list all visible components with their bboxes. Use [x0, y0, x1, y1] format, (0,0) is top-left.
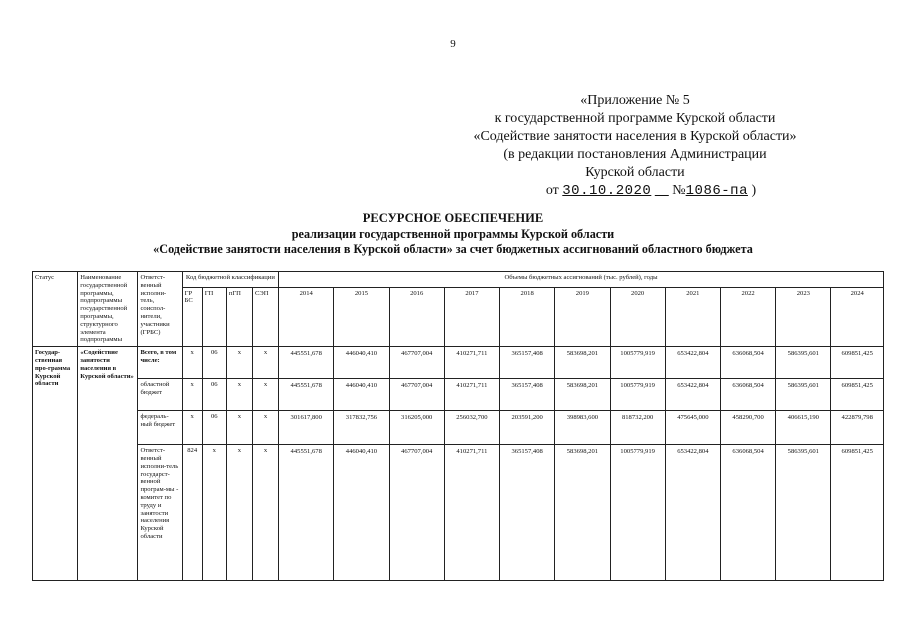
value-cell: 406615,190	[776, 411, 831, 445]
header-classification: Код бюджетной классификации	[182, 272, 278, 288]
pgp-cell: х	[226, 445, 252, 581]
value-cell: 583698,201	[555, 347, 610, 379]
header-status: Статус	[33, 272, 78, 347]
value-cell: 467707,004	[389, 445, 444, 581]
pgp-cell: х	[226, 379, 252, 411]
gp-cell: 06	[202, 411, 226, 445]
value-cell: 445551,678	[279, 347, 334, 379]
grbs-cell: х	[182, 347, 202, 379]
value-cell: 365157,408	[500, 347, 555, 379]
value-cell: 636068,504	[720, 379, 775, 411]
document-title	[80, 211, 826, 258]
resolution-number: 1086-па	[685, 183, 748, 199]
value-cell: 583698,201	[555, 445, 610, 581]
header-year: 2015	[334, 287, 389, 347]
header-year: 2022	[720, 287, 775, 347]
value-cell: 458290,700	[720, 411, 775, 445]
value-cell: 583698,201	[555, 379, 610, 411]
grbs-cell: 824	[182, 445, 202, 581]
grbs-cell: х	[182, 411, 202, 445]
sep-cell: х	[252, 411, 278, 445]
value-cell: 609851,425	[831, 379, 884, 411]
value-cell: 475645,000	[665, 411, 720, 445]
appendix-header	[420, 92, 850, 200]
header-year: 2018	[500, 287, 555, 347]
header-executor: Ответст-венный исполни-тель, соиспол-нители, участники (ГРБС)	[138, 272, 182, 347]
executor-cell: федераль-ный бюджет	[138, 411, 182, 445]
resource-table	[32, 271, 884, 581]
header-volumes: Объемы бюджетных ассигнований (тыс. рублей), годы	[279, 272, 884, 288]
value-cell: 609851,425	[831, 347, 884, 379]
header-year: 2014	[279, 287, 334, 347]
value-cell: 410271,711	[444, 379, 499, 411]
value-cell: 256032,700	[444, 411, 499, 445]
appendix-line-2: к государственной программе Курской области	[494, 111, 776, 126]
header-year: 2023	[776, 287, 831, 347]
closing-paren: )	[751, 183, 757, 198]
page-number: 9	[450, 38, 456, 50]
executor-cell: Всего, в том числе:	[138, 347, 182, 379]
title-line-3: «Содействие занятости населения в Курской области» за счет бюджетных ассигнований областного бюджета	[153, 242, 753, 256]
number-prefix: №	[672, 183, 686, 198]
program-name: «Содействие занятости населения в Курской области»	[78, 347, 138, 581]
header-grbs: ГР БС	[182, 287, 202, 347]
title-line-1: РЕСУРСНОЕ ОБЕСПЕЧЕНИЕ	[362, 211, 544, 225]
value-cell: 317832,756	[334, 411, 389, 445]
value-cell: 445551,678	[279, 379, 334, 411]
resolution-date: 30.10.2020	[562, 183, 652, 199]
value-cell: 316205,000	[389, 411, 444, 445]
header-year: 2019	[555, 287, 610, 347]
program-status: Государ-ственная про-грамма Курской области	[33, 347, 78, 581]
value-cell: 586395,601	[776, 379, 831, 411]
table-row	[33, 347, 884, 379]
value-cell: 445551,678	[279, 445, 334, 581]
header-year: 2017	[444, 287, 499, 347]
header-pgp: пГП	[226, 287, 252, 347]
value-cell: 467707,004	[389, 379, 444, 411]
title-line-2: реализации государственной программы Курской области	[291, 226, 615, 241]
value-cell: 446040,410	[334, 347, 389, 379]
value-cell: 446040,410	[334, 445, 389, 581]
appendix-line-5: Курской области	[585, 165, 685, 180]
appendix-line-3: «Содействие занятости населения в Курской области»	[473, 129, 797, 144]
executor-cell: Ответст-венный исполни-тель государст-венной програм-мы - комитет по труду и занятости населения Курской области	[138, 445, 182, 581]
table-row	[33, 411, 884, 445]
header-year: 2021	[665, 287, 720, 347]
value-cell: 398983,600	[555, 411, 610, 445]
pgp-cell: х	[226, 347, 252, 379]
sep-cell: х	[252, 379, 278, 411]
appendix-line-4: (в редакции постановления Администрации	[503, 147, 767, 162]
value-cell: 653422,804	[665, 379, 720, 411]
table-row	[33, 445, 884, 581]
header-gp: ГП	[202, 287, 226, 347]
value-cell: 410271,711	[444, 445, 499, 581]
grbs-cell: х	[182, 379, 202, 411]
table-header-row-1	[33, 272, 884, 288]
gp-cell: 06	[202, 347, 226, 379]
value-cell: 636068,504	[720, 445, 775, 581]
sep-cell: х	[252, 347, 278, 379]
header-sep: СЭП	[252, 287, 278, 347]
appendix-date-line	[436, 182, 866, 200]
date-prefix: от	[545, 183, 559, 198]
header-year: 2016	[389, 287, 444, 347]
pgp-cell: х	[226, 411, 252, 445]
gp-cell: х	[202, 445, 226, 581]
table-row	[33, 379, 884, 411]
value-cell: 586395,601	[776, 445, 831, 581]
appendix-line-1: «Приложение № 5	[580, 93, 690, 108]
header-year: 2024	[831, 287, 884, 347]
value-cell: 609851,425	[831, 445, 884, 581]
sep-cell: х	[252, 445, 278, 581]
value-cell: 446040,410	[334, 379, 389, 411]
header-year: 2020	[610, 287, 665, 347]
executor-cell: областной бюджет	[138, 379, 182, 411]
value-cell: 203591,200	[500, 411, 555, 445]
value-cell: 1005779,919	[610, 347, 665, 379]
value-cell: 422879,798	[831, 411, 884, 445]
value-cell: 1005779,919	[610, 379, 665, 411]
value-cell: 586395,601	[776, 347, 831, 379]
value-cell: 410271,711	[444, 347, 499, 379]
value-cell: 301617,800	[279, 411, 334, 445]
value-cell: 365157,408	[500, 379, 555, 411]
value-cell: 653422,804	[665, 347, 720, 379]
gp-cell: 06	[202, 379, 226, 411]
value-cell: 653422,804	[665, 445, 720, 581]
header-name: Наименование государственной программы, подпрограммы государственной программы, структурного элемента подпрограммы	[78, 272, 138, 347]
value-cell: 1005779,919	[610, 445, 665, 581]
value-cell: 636068,504	[720, 347, 775, 379]
value-cell: 818732,200	[610, 411, 665, 445]
value-cell: 365157,408	[500, 445, 555, 581]
value-cell: 467707,004	[389, 347, 444, 379]
